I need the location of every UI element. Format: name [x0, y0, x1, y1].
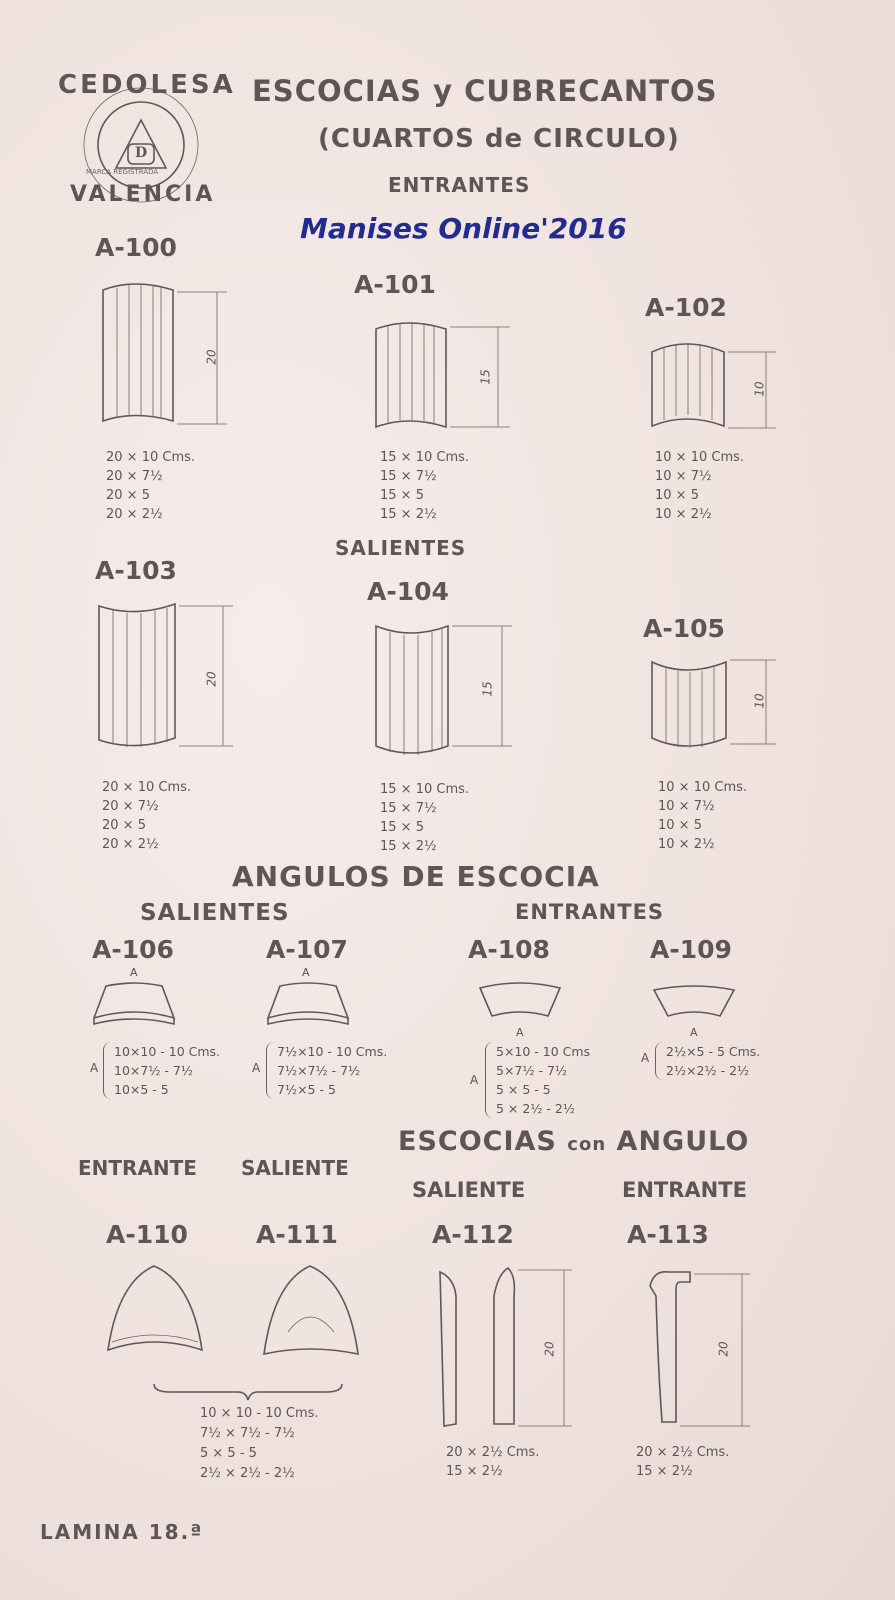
spec-line: 15 × 5 [380, 488, 424, 503]
tile-drawing [258, 1262, 368, 1362]
tile-drawing [646, 1266, 756, 1434]
spec-line: 10 × 2½ [655, 507, 712, 522]
spec-line: 10 × 7½ [655, 469, 712, 484]
spec-list [655, 448, 744, 524]
angle-marker: A [516, 1026, 524, 1039]
heading-saliente: SALIENTE [241, 1156, 349, 1180]
spec-marker: A [90, 1061, 99, 1075]
product-code: A-105 [643, 614, 725, 643]
angle-marker: A [690, 1026, 698, 1039]
spec-line: 2½×5 - 5 Cms. [666, 1044, 761, 1059]
spec-line: 10 × 5 [658, 818, 702, 833]
heading-entrantes: ENTRANTES [388, 173, 531, 197]
product-code: A-102 [645, 293, 727, 322]
tile-drawing [370, 618, 520, 763]
product-code: A-108 [468, 935, 550, 964]
tile-drawing [648, 652, 788, 762]
spec-line: 20 × 2½ [102, 837, 159, 852]
product-code: A-103 [95, 556, 177, 585]
spec-line: 5 × 5 - 5 [200, 1446, 257, 1461]
spec-line: 15 × 2½ [636, 1464, 693, 1479]
spec-marker: A [252, 1061, 261, 1075]
shared-brace [150, 1380, 350, 1402]
spec-line: 5 × 5 - 5 [496, 1082, 551, 1097]
spec-line: 7½×10 - 10 Cms. [277, 1044, 388, 1059]
spec-line: 2½ × 2½ - 2½ [200, 1466, 295, 1481]
spec-line: 7½×5 - 5 [277, 1082, 336, 1097]
spec-line: 15 × 10 Cms. [380, 450, 470, 465]
heading-angulos-entrantes: ENTRANTES [515, 900, 665, 924]
angle-marker: A [130, 966, 138, 979]
spec-line: 20 × 10 Cms. [106, 450, 196, 465]
tile-drawing [95, 598, 245, 758]
spec-line: 10 × 10 - 10 Cms. [200, 1406, 319, 1421]
product-code: A-101 [354, 270, 436, 299]
product-code: A-100 [95, 233, 177, 262]
dimension-label: 15 [480, 681, 495, 697]
spec-line: 5 × 2½ - 2½ [496, 1101, 575, 1116]
spec-line: 5×10 - 10 Cms [496, 1044, 591, 1059]
spec-list [655, 1042, 760, 1080]
brand-seal [38, 62, 236, 212]
heading-entrante: ENTRANTE [78, 1156, 197, 1180]
spec-line: 10 × 5 [655, 488, 699, 503]
emblem-letter: D [135, 145, 148, 161]
spec-list [103, 1042, 220, 1099]
spec-list [200, 1404, 319, 1484]
product-code: A-110 [106, 1220, 188, 1249]
spec-line: 20 × 5 [106, 488, 150, 503]
spec-list [658, 778, 747, 854]
tile-drawing [95, 278, 245, 428]
spec-line: 20 × 2½ Cms. [636, 1445, 730, 1460]
brand-name: CEDOLESA [58, 70, 236, 100]
page-subtitle: (CUARTOS de CIRCULO) [318, 124, 680, 154]
spec-list [102, 778, 191, 854]
spec-line: 15 × 2½ [380, 507, 437, 522]
product-code: A-107 [266, 935, 348, 964]
spec-marker: A [641, 1051, 650, 1065]
spec-line: 10×7½ - 7½ [114, 1063, 193, 1078]
spec-list [266, 1042, 387, 1099]
spec-line: 15 × 2½ [380, 839, 437, 854]
dimension-label: 20 [542, 1341, 557, 1357]
spec-line: 20 × 7½ [106, 469, 163, 484]
product-code: A-109 [650, 935, 732, 964]
tile-drawing [370, 315, 520, 430]
heading-salientes: SALIENTES [335, 536, 467, 560]
spec-list [446, 1443, 539, 1481]
angle-marker: A [302, 966, 310, 979]
brand-city: VALENCIA [70, 182, 216, 207]
spec-line: 10 × 7½ [658, 799, 715, 814]
spec-line: 10 × 10 Cms. [658, 780, 748, 795]
page-title: ESCOCIAS y CUBRECANTOS [252, 74, 718, 108]
spec-line: 5×7½ - 7½ [496, 1063, 568, 1078]
spec-line: 10×5 - 5 [114, 1082, 169, 1097]
dimension-label: 20 [716, 1341, 731, 1357]
spec-list [380, 448, 469, 524]
spec-line: 15 × 10 Cms. [380, 782, 470, 797]
spec-line: 20 × 2½ [106, 507, 163, 522]
tile-drawing [474, 976, 569, 1028]
spec-list [636, 1443, 729, 1481]
tile-drawing [262, 976, 357, 1034]
brand-seal-text: MARCA REGISTRADA [86, 168, 159, 176]
spec-line: 20 × 5 [102, 818, 146, 833]
tile-drawing [102, 1262, 212, 1362]
heading-angulos-salientes: SALIENTES [140, 900, 290, 926]
spec-line: 2½×2½ - 2½ [666, 1063, 750, 1078]
plate-number: LAMINA 18.ª [40, 1520, 204, 1544]
heading-saliente-2: SALIENTE [412, 1178, 526, 1202]
product-code: A-106 [92, 935, 174, 964]
spec-marker: A [470, 1073, 479, 1087]
heading-escocias: ESCOCIAS [398, 1126, 557, 1157]
heading-angulos: ANGULOS DE ESCOCIA [232, 860, 600, 893]
product-code: A-113 [627, 1220, 709, 1249]
spec-line: 15 × 5 [380, 820, 424, 835]
spec-list [485, 1042, 590, 1118]
dimension-label: 10 [752, 381, 767, 397]
spec-line: 20 × 10 Cms. [102, 780, 192, 795]
dimension-label: 10 [752, 693, 767, 709]
spec-line: 10×10 - 10 Cms. [114, 1044, 221, 1059]
heading-entrante-2: ENTRANTE [622, 1178, 747, 1202]
dimension-label: 20 [204, 671, 219, 687]
watermark: Manises Online'2016 [300, 212, 627, 245]
spec-line: 10 × 10 Cms. [655, 450, 745, 465]
product-code: A-112 [432, 1220, 514, 1249]
spec-line: 7½×7½ - 7½ [277, 1063, 361, 1078]
spec-line: 15 × 7½ [380, 801, 437, 816]
spec-line: 20 × 7½ [102, 799, 159, 814]
spec-list [106, 448, 195, 524]
spec-line: 20 × 2½ Cms. [446, 1445, 540, 1460]
spec-list [380, 780, 469, 856]
dimension-label: 15 [478, 369, 493, 385]
spec-line: 7½ × 7½ - 7½ [200, 1426, 295, 1441]
dimension-label: 20 [204, 349, 219, 365]
spec-line: 15 × 2½ [446, 1464, 503, 1479]
spec-line: 10 × 2½ [658, 837, 715, 852]
spec-line: 15 × 7½ [380, 469, 437, 484]
tile-drawing [88, 976, 183, 1034]
heading-con: con [567, 1134, 607, 1155]
tile-drawing [648, 336, 788, 431]
product-code: A-104 [367, 577, 449, 606]
heading-angulo: ANGULO [616, 1126, 750, 1157]
tile-drawing [648, 978, 743, 1028]
product-code: A-111 [256, 1220, 338, 1249]
heading-escocias-angulo [398, 1126, 749, 1157]
